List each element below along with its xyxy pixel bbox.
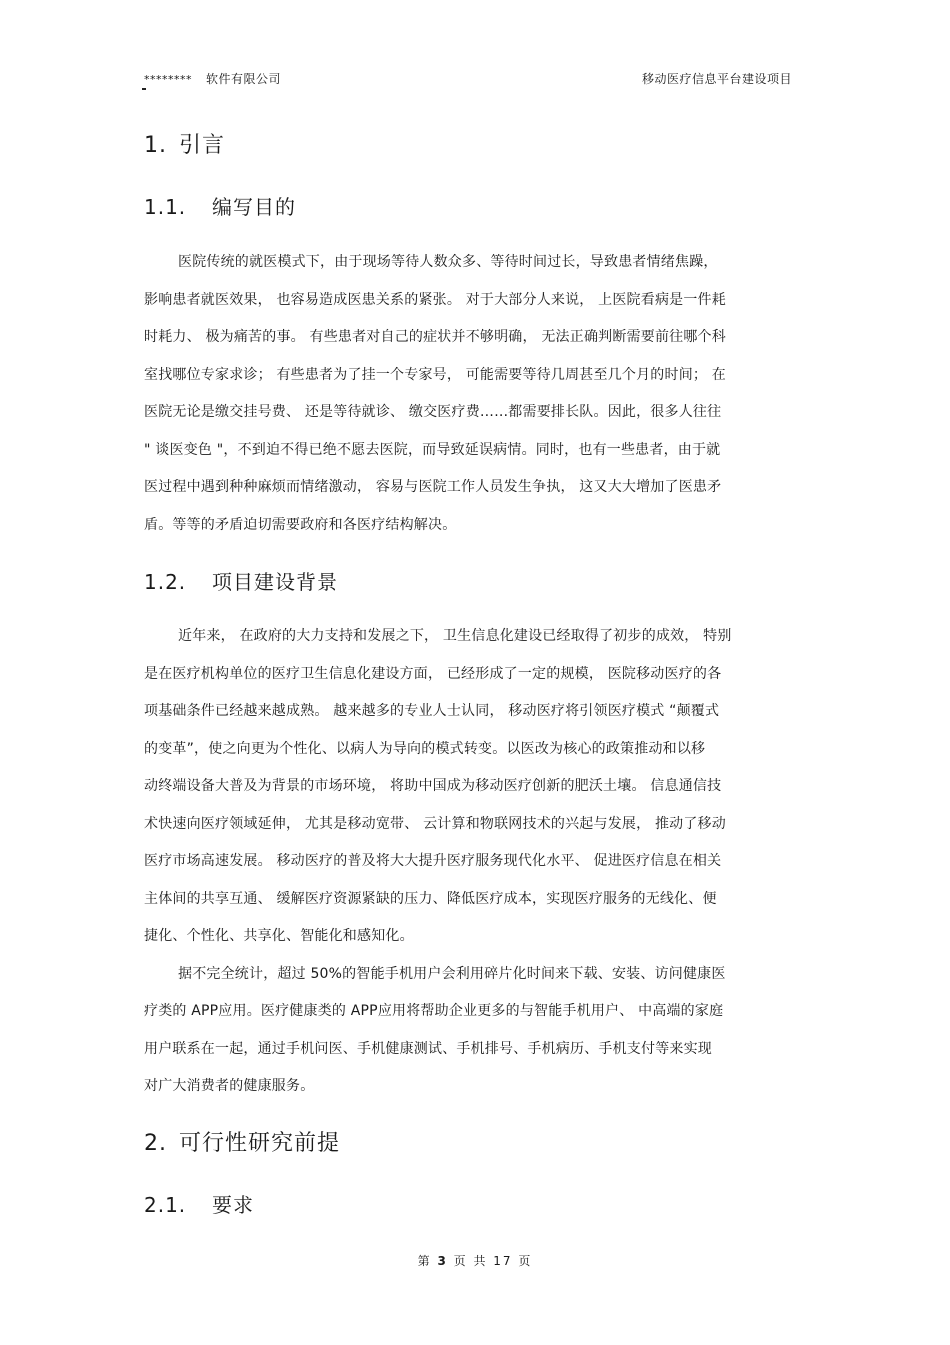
text-line: 医疗市场高速发展。 移动医疗的普及将大大提升医疗服务现代化水平、 促进医疗信息在相关: [144, 853, 722, 869]
heading-title: 要求: [212, 1193, 254, 1217]
heading-2-1: [144, 1189, 254, 1218]
text-line: 术快速向医疗领域延伸， 尤其是移动宽带、 云计算和物联网技术的兴起与发展， 推动了移动: [144, 816, 726, 832]
text-line: 项基础条件已经越来越成熟。 越来越多的专业人士认同， 移动医疗将引领医疗模式 “颠覆式: [144, 703, 720, 719]
text-line: 据不完全统计，超过 50%的智能手机用户会利用碎片化时间来下载、安装、访问健康医: [178, 966, 726, 982]
header-company: [144, 70, 281, 87]
text-line: 医院传统的就医模式下，由于现场等待人数众多、等待时间过长，导致患者情绪焦躁，: [178, 254, 718, 270]
footer-prefix: 第: [417, 1254, 432, 1268]
text-line: 动终端设备大普及为背景的市场环境， 将助中国成为移动医疗创新的肥沃土壤。 信息通信技: [144, 778, 722, 794]
page-footer: [0, 1252, 950, 1269]
text-line: 室找哪位专家求诊； 有些患者为了挂一个专家号， 可能需要等待几周甚至几个月的时间； 在: [144, 367, 726, 383]
page-number-current: 3: [437, 1254, 448, 1268]
heading-1: [144, 128, 225, 159]
text-line: 对广大消费者的健康服务。: [144, 1078, 315, 1094]
heading-number: 2.1.: [144, 1193, 187, 1217]
text-line: 医过程中遇到种种麻烦而情绪激动， 容易与医院工作人员发生争执， 这又大大增加了医患矛: [144, 479, 722, 495]
heading-2: [144, 1126, 340, 1157]
heading-1-1: [144, 191, 296, 220]
company-stars: ********: [144, 73, 192, 86]
text-line: 影响患者就医效果， 也容易造成医患关系的紧张。 对于大部分人来说， 上医院看病是一件耗: [144, 292, 726, 308]
heading-title: 项目建设背景: [212, 570, 338, 594]
page-number-total: 17: [493, 1254, 513, 1268]
heading-number: 2.: [144, 1131, 167, 1156]
heading-number: 1.: [144, 133, 167, 158]
text-line: 主体间的共享互通、 缓解医疗资源紧缺的压力、降低医疗成本，实现医疗服务的无线化、便: [144, 891, 717, 907]
heading-title: 可行性研究前提: [179, 1131, 341, 1156]
text-line: 用户联系在一起，通过手机问医、手机健康测试、手机排号、手机病历、手机支付等来实现: [144, 1041, 712, 1057]
text-line: 是在医疗机构单位的医疗卫生信息化建设方面， 已经形成了一定的规模， 医院移动医疗的各: [144, 666, 722, 682]
heading-title: 编写目的: [212, 195, 296, 219]
text-line: 时耗力、 极为痛苦的事。 有些患者对自己的症状并不够明确， 无法正确判断需要前往哪个科: [144, 329, 726, 345]
footer-mid: 页 共: [453, 1254, 488, 1268]
text-line: 近年来， 在政府的大力支持和发展之下， 卫生信息化建设已经取得了初步的成效， 特别: [178, 628, 732, 644]
text-line: 疗类的 APP应用。医疗健康类的 APP应用将帮助企业更多的与智能手机用户、 中高端的家庭: [144, 1003, 724, 1019]
text-line: 盾。等等的矛盾迫切需要政府和各医疗结构解决。: [144, 517, 457, 533]
footer-suffix: 页: [518, 1254, 533, 1268]
header-mark: [142, 88, 146, 90]
heading-number: 1.1.: [144, 195, 187, 219]
header-project-title: 移动医疗信息平台建设项目: [641, 72, 792, 86]
company-name: 软件有限公司: [206, 72, 282, 86]
text-line: " 谈医变色 "，不到迫不得已绝不愿去医院，而导致延误病情。同时，也有一些患者，由于就: [144, 442, 721, 458]
text-line: 捷化、个性化、共享化、智能化和感知化。: [144, 928, 414, 944]
heading-number: 1.2.: [144, 570, 187, 594]
heading-1-2: [144, 566, 338, 595]
heading-title: 引言: [179, 133, 226, 158]
text-line: 的变革”，使之向更为个性化、以病人为导向的模式转变。以医改为核心的政策推动和以移: [144, 741, 706, 757]
text-line: 医院无论是缴交挂号费、 还是等待就诊、 缴交医疗费……都需要排长队。因此，很多人往往: [144, 404, 722, 420]
